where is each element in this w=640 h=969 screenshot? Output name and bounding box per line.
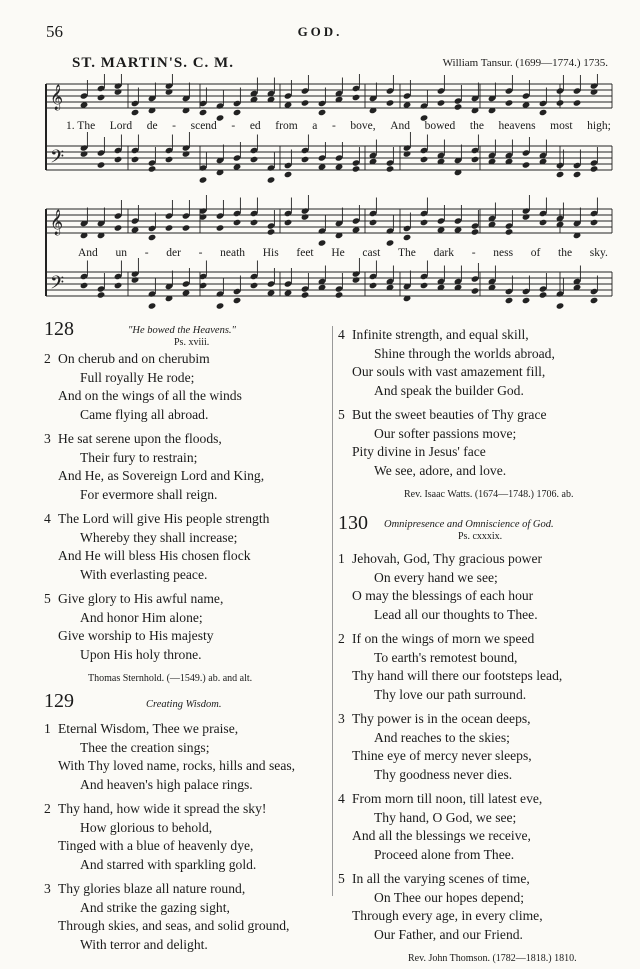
verse-line bbox=[44, 350, 334, 369]
verse-line bbox=[44, 739, 334, 758]
note-head bbox=[352, 94, 361, 101]
verse-line bbox=[44, 467, 334, 486]
stanza bbox=[44, 350, 334, 424]
verse-line bbox=[338, 790, 628, 809]
stanza bbox=[338, 630, 628, 704]
verse-text: Thy hand, how wide it spread the sky! bbox=[58, 801, 267, 816]
lyrics-line-2 bbox=[78, 247, 608, 259]
note-head bbox=[148, 165, 157, 172]
note-head bbox=[233, 297, 242, 304]
note-head bbox=[590, 165, 599, 172]
verse-text: Tinged with a blue of heavenly dye, bbox=[58, 838, 254, 853]
note-head bbox=[114, 156, 123, 163]
stanza bbox=[44, 430, 334, 504]
note-head bbox=[165, 156, 174, 163]
verse-line bbox=[44, 529, 334, 548]
verse-line bbox=[44, 646, 334, 665]
verse-text: Whereby they shall increase; bbox=[80, 529, 238, 545]
lyric-syllable: neath bbox=[220, 247, 246, 259]
verse-line bbox=[44, 406, 334, 425]
lyric-syllable: ness bbox=[493, 247, 514, 259]
stanza-number: 4 bbox=[44, 511, 51, 526]
lyric-syllable: feet bbox=[296, 247, 314, 259]
verse-text: Thy love our path surround. bbox=[374, 686, 527, 702]
hymn-128-stanzas bbox=[44, 350, 334, 664]
verse-text: Thy glories blaze all nature round, bbox=[58, 881, 246, 896]
verse-text: Thine eye of mercy never sleeps, bbox=[352, 748, 532, 763]
note-head bbox=[471, 287, 480, 294]
psalm-reference: Ps. cxxxix. bbox=[458, 531, 503, 542]
verse-text: O may the blessings of each hour bbox=[352, 588, 534, 603]
stanza-number: 2 bbox=[44, 351, 51, 366]
lyric-syllable: - bbox=[144, 247, 149, 259]
verse-line bbox=[338, 345, 628, 364]
verse-line bbox=[338, 363, 628, 382]
verse-text: With everlasting peace. bbox=[80, 566, 208, 582]
stanza-number: 3 bbox=[338, 711, 345, 726]
verse-line bbox=[338, 747, 628, 766]
note-head bbox=[505, 228, 514, 235]
verse-text: And honor Him alone; bbox=[80, 609, 203, 625]
note-head bbox=[114, 224, 123, 231]
lyric-syllable: Lord bbox=[109, 120, 133, 132]
verse-text: And speak the builder God. bbox=[374, 382, 524, 398]
treble-clef-icon: 𝄞 bbox=[50, 210, 64, 235]
note-head bbox=[522, 161, 531, 168]
verse-line bbox=[338, 443, 628, 462]
note-head bbox=[539, 109, 548, 116]
verse-text: Thy hand, O God, we see; bbox=[374, 809, 517, 825]
lyric-syllable: bove, bbox=[350, 120, 376, 132]
lyric-syllable: His bbox=[262, 247, 279, 259]
verse-line bbox=[338, 686, 628, 705]
note-head bbox=[216, 224, 225, 231]
stanza bbox=[44, 800, 334, 874]
verse-text: Our softer passions move; bbox=[374, 425, 517, 441]
lyric-syllable: - bbox=[471, 247, 476, 259]
note-head bbox=[199, 176, 208, 183]
verse-text: Shine through the worlds abroad, bbox=[374, 345, 555, 361]
note-head bbox=[233, 109, 242, 116]
verse-text: He sat serene upon the floods, bbox=[58, 431, 222, 446]
note-head bbox=[267, 228, 276, 235]
note-head bbox=[131, 156, 140, 163]
verse-text: Give glory to His awful name, bbox=[58, 591, 224, 606]
attribution: Rev. John Thomson. (1782—1818.) 1810. bbox=[408, 953, 577, 964]
note-head bbox=[437, 99, 446, 106]
verse-line bbox=[338, 827, 628, 846]
note-head bbox=[97, 161, 106, 168]
verse-line bbox=[338, 710, 628, 729]
note-head bbox=[590, 297, 599, 304]
note-head bbox=[97, 291, 106, 298]
lyric-syllable: - bbox=[331, 120, 336, 132]
lyric-syllable: of bbox=[530, 247, 541, 259]
verse-text: But the sweet beauties of Thy grace bbox=[352, 407, 547, 422]
verse-line bbox=[338, 667, 628, 686]
verse-line bbox=[44, 856, 334, 875]
verse-line bbox=[44, 917, 334, 936]
verse-line bbox=[338, 649, 628, 668]
verse-line bbox=[338, 870, 628, 889]
note-head bbox=[522, 213, 531, 220]
verse-line bbox=[338, 729, 628, 748]
note-head bbox=[352, 276, 361, 283]
note-head bbox=[573, 99, 582, 106]
note-head bbox=[522, 297, 531, 304]
verse-line bbox=[44, 510, 334, 529]
stanza bbox=[338, 710, 628, 784]
note-head bbox=[114, 88, 123, 95]
stanza bbox=[338, 790, 628, 864]
hymn-title: "He bowed the Heavens." bbox=[128, 325, 236, 336]
lyric-syllable: most bbox=[550, 120, 573, 132]
tune-name: ST. MARTIN'S. C. M. bbox=[72, 55, 234, 71]
stanza bbox=[44, 720, 334, 794]
note-head bbox=[97, 94, 106, 101]
note-head bbox=[233, 219, 242, 226]
note-head bbox=[335, 291, 344, 298]
stanza bbox=[338, 550, 628, 624]
note-head bbox=[590, 88, 599, 95]
bass-clef-icon: 𝄢 bbox=[50, 273, 65, 298]
verse-text: And heaven's high palace rings. bbox=[80, 776, 253, 792]
verse-text: On cherub and on cherubim bbox=[58, 351, 210, 366]
verse-line bbox=[338, 630, 628, 649]
lyric-syllable: The bbox=[398, 247, 416, 259]
left-column bbox=[44, 318, 334, 960]
treble-clef-icon: 𝄞 bbox=[50, 85, 64, 110]
verse-text: Pity divine in Jesus' face bbox=[352, 444, 486, 459]
note-head bbox=[250, 219, 259, 226]
verse-text: Infinite strength, and equal skill, bbox=[352, 327, 529, 342]
lyric-syllable: ed bbox=[249, 120, 261, 132]
note-head bbox=[301, 99, 310, 106]
hymn-title: Omnipresence and Omniscience of God. bbox=[384, 519, 554, 530]
verse-text: The Lord will give His people strength bbox=[58, 511, 270, 526]
verse-line bbox=[338, 406, 628, 425]
note-head bbox=[352, 165, 361, 172]
verse-text: With terror and delight. bbox=[80, 936, 208, 952]
lyrics-line-1 bbox=[66, 120, 611, 132]
verse-text: For evermore shall reign. bbox=[80, 486, 218, 502]
verse-text: And He will bless His chosen flock bbox=[58, 548, 251, 563]
note-head bbox=[403, 234, 412, 241]
lyric-syllable: de bbox=[146, 120, 158, 132]
verse-line bbox=[44, 387, 334, 406]
note-head bbox=[301, 156, 310, 163]
lyric-syllable: cast bbox=[362, 247, 381, 259]
lyric-syllable: He bbox=[331, 247, 345, 259]
verse-line bbox=[44, 880, 334, 899]
lyric-syllable: a bbox=[312, 120, 318, 132]
note-head bbox=[318, 239, 327, 246]
note-head bbox=[182, 150, 191, 157]
note-head bbox=[420, 282, 429, 289]
stanza-number: 1 bbox=[44, 721, 51, 736]
verse-text: On every hand we see; bbox=[374, 569, 498, 585]
verse-text: With Thy loved name, rocks, hills and seas, bbox=[58, 758, 296, 773]
lyric-syllable: the bbox=[558, 247, 573, 259]
lyric-syllable: And bbox=[78, 247, 98, 259]
note-head bbox=[403, 150, 412, 157]
hymn-130-stanzas bbox=[338, 550, 628, 944]
note-head bbox=[386, 165, 395, 172]
stanza bbox=[338, 406, 628, 480]
note-head bbox=[148, 234, 157, 241]
note-head bbox=[199, 109, 208, 116]
lyric-syllable: heavens bbox=[498, 120, 536, 132]
stanza-number: 4 bbox=[338, 791, 345, 806]
note-head bbox=[420, 156, 429, 163]
note-head bbox=[182, 224, 191, 231]
verse-line bbox=[44, 430, 334, 449]
verse-line bbox=[44, 776, 334, 795]
note-head bbox=[556, 99, 565, 106]
stanza-number: 5 bbox=[338, 407, 345, 422]
note-head bbox=[539, 219, 548, 226]
verse-text: Through every age, in every clime, bbox=[352, 908, 543, 923]
hymn-number: 129 bbox=[44, 690, 74, 712]
hymn-129-stanzas bbox=[44, 720, 334, 954]
note-head bbox=[284, 171, 293, 178]
lyric-syllable: sky. bbox=[589, 247, 608, 259]
bass-clef-icon: 𝄢 bbox=[50, 147, 65, 172]
verse-text: Lead all our thoughts to Thee. bbox=[374, 606, 538, 622]
verse-line bbox=[338, 569, 628, 588]
verse-line bbox=[338, 926, 628, 945]
hymn-number: 130 bbox=[338, 512, 368, 534]
stanza-number: 5 bbox=[338, 871, 345, 886]
verse-line bbox=[44, 757, 334, 776]
verse-line bbox=[338, 766, 628, 785]
lyric-syllable: der bbox=[166, 247, 181, 259]
verse-text: Through skies, and seas, and solid ground, bbox=[58, 918, 290, 933]
verse-text: We see, adore, and love. bbox=[374, 462, 507, 478]
note-head bbox=[131, 276, 140, 283]
note-head bbox=[505, 99, 514, 106]
verse-text: And starred with sparkling gold. bbox=[80, 856, 257, 872]
stanza-number: 3 bbox=[44, 431, 51, 446]
lyric-syllable: high; bbox=[587, 120, 611, 132]
note-head bbox=[556, 302, 565, 309]
note-head bbox=[216, 302, 225, 309]
note-head bbox=[250, 282, 259, 289]
verse-line bbox=[44, 449, 334, 468]
verse-line bbox=[44, 899, 334, 918]
verse-text: And all the blessings we receive, bbox=[352, 828, 531, 843]
verse-text: Thy goodness never dies. bbox=[374, 766, 513, 782]
verse-text: Our souls with vast amazement fill, bbox=[352, 364, 546, 379]
note-head bbox=[250, 156, 259, 163]
verse-text: And strike the gazing sight, bbox=[80, 899, 230, 915]
note-head bbox=[301, 291, 310, 298]
stanza-number: 3 bbox=[44, 881, 51, 896]
note-head bbox=[165, 88, 174, 95]
note-head bbox=[301, 213, 310, 220]
lyric-syllable: dark bbox=[433, 247, 455, 259]
right-column bbox=[338, 326, 628, 969]
note-head bbox=[148, 302, 157, 309]
verse-text: To earth's remotest bound, bbox=[374, 649, 518, 665]
note-head bbox=[454, 103, 463, 110]
lyric-syllable: - bbox=[198, 247, 203, 259]
note-head bbox=[539, 291, 548, 298]
note-head bbox=[505, 297, 514, 304]
verse-line bbox=[44, 800, 334, 819]
verse-line bbox=[338, 809, 628, 828]
lyric-syllable: bowed bbox=[424, 120, 456, 132]
verse-line bbox=[44, 609, 334, 628]
stanza bbox=[338, 870, 628, 944]
verse-text: From morn till noon, till latest eve, bbox=[352, 791, 543, 806]
tune-composer: William Tansur. (1699—1774.) 1735. bbox=[442, 57, 608, 69]
verse-line bbox=[44, 720, 334, 739]
verse-text: Eternal Wisdom, Thee we praise, bbox=[58, 721, 239, 736]
note-head bbox=[80, 150, 89, 157]
lyric-syllable: un bbox=[115, 247, 127, 259]
lyric-syllable: And bbox=[390, 120, 411, 132]
sheet-music bbox=[40, 74, 620, 314]
note-head bbox=[386, 239, 395, 246]
verse-text: Thy power is in the ocean deeps, bbox=[352, 711, 531, 726]
hymn-129-continued-stanzas bbox=[338, 326, 628, 480]
verse-text: How glorious to behold, bbox=[80, 819, 213, 835]
verse-line bbox=[338, 587, 628, 606]
verse-text: Thy hand will there our footsteps lead, bbox=[352, 668, 563, 683]
note-head bbox=[369, 282, 378, 289]
verse-line bbox=[338, 462, 628, 481]
verse-text: Came flying all abroad. bbox=[80, 406, 209, 422]
note-head bbox=[471, 228, 480, 235]
note-head bbox=[573, 171, 582, 178]
verse-text: Our Father, and our Friend. bbox=[374, 926, 523, 942]
note-head bbox=[318, 109, 327, 116]
verse-line bbox=[338, 606, 628, 625]
note-head bbox=[556, 171, 565, 178]
hymn-title: Creating Wisdom. bbox=[146, 699, 222, 710]
verse-text: And reaches to the skies; bbox=[374, 729, 510, 745]
attribution: Thomas Sternhold. (—1549.) ab. and alt. bbox=[88, 673, 253, 684]
note-head bbox=[420, 219, 429, 226]
verse-line bbox=[44, 486, 334, 505]
note-head bbox=[369, 219, 378, 226]
stanza bbox=[44, 590, 334, 664]
verse-text: Jehovah, God, Thy gracious power bbox=[352, 551, 543, 566]
verse-text: If on the wings of morn we speed bbox=[352, 631, 535, 646]
note-head bbox=[80, 282, 89, 289]
lyric-syllable: - bbox=[231, 120, 236, 132]
lyric-syllable: 1. The bbox=[66, 120, 96, 132]
attribution: Rev. Isaac Watts. (1674—1748.) 1706. ab. bbox=[404, 489, 574, 500]
verse-line bbox=[44, 369, 334, 388]
lyric-syllable: scend bbox=[190, 120, 217, 132]
lyric-syllable: the bbox=[469, 120, 484, 132]
hymn-number: 128 bbox=[44, 318, 74, 340]
stanza-number: 5 bbox=[44, 591, 51, 606]
verse-text: Full royally He rode; bbox=[80, 369, 195, 385]
verse-line bbox=[338, 846, 628, 865]
stanza bbox=[44, 510, 334, 584]
page-number: 56 bbox=[46, 22, 63, 41]
verse-line bbox=[338, 889, 628, 908]
note-head bbox=[590, 219, 599, 226]
note-head bbox=[165, 224, 174, 231]
verse-text: Give worship to His majesty bbox=[58, 628, 214, 643]
verse-line bbox=[338, 382, 628, 401]
verse-text: And on the wings of all the winds bbox=[58, 388, 242, 403]
verse-text: Upon His holy throne. bbox=[80, 646, 202, 662]
verse-line bbox=[44, 590, 334, 609]
verse-line bbox=[44, 936, 334, 955]
verse-line bbox=[338, 907, 628, 926]
verse-text: On Thee our hopes depend; bbox=[374, 889, 524, 905]
psalm-reference: Ps. xviii. bbox=[174, 337, 210, 348]
verse-text: Their fury to restrain; bbox=[80, 449, 198, 465]
verse-text: And He, as Sovereign Lord and King, bbox=[58, 468, 265, 483]
stanza-number: 2 bbox=[44, 801, 51, 816]
lyric-syllable: from bbox=[275, 120, 298, 132]
verse-line bbox=[44, 566, 334, 585]
stanza-number: 2 bbox=[338, 631, 345, 646]
lyric-syllable: - bbox=[172, 120, 177, 132]
verse-text: Thee the creation sings; bbox=[80, 739, 210, 755]
running-title: GOD. bbox=[297, 24, 343, 39]
note-head bbox=[471, 156, 480, 163]
verse-line bbox=[44, 819, 334, 838]
stanza bbox=[44, 880, 334, 954]
verse-line bbox=[338, 425, 628, 444]
note-head bbox=[284, 219, 293, 226]
verse-line bbox=[44, 627, 334, 646]
note-head bbox=[131, 109, 140, 116]
verse-line bbox=[44, 547, 334, 566]
verse-text: In all the varying scenes of time, bbox=[352, 871, 530, 886]
note-head bbox=[267, 176, 276, 183]
verse-line bbox=[44, 837, 334, 856]
note-head bbox=[114, 282, 123, 289]
verse-line bbox=[338, 550, 628, 569]
stanza-number: 4 bbox=[338, 327, 345, 342]
stanza-number: 1 bbox=[338, 551, 345, 566]
stanza bbox=[338, 326, 628, 400]
verse-text: Proceed alone from Thee. bbox=[374, 846, 515, 862]
verse-line bbox=[338, 326, 628, 345]
note-head bbox=[386, 99, 395, 106]
